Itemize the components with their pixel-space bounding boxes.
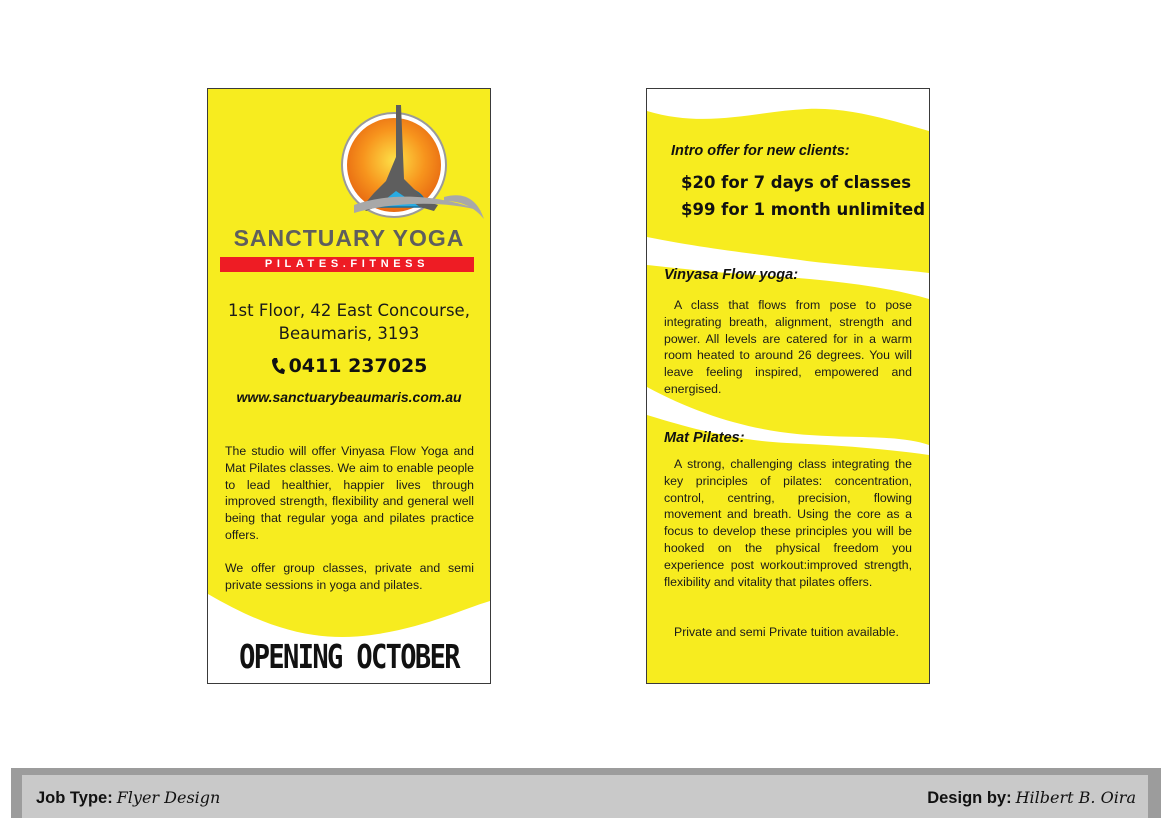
phone-icon bbox=[271, 357, 285, 375]
vinyasa-description: A class that flows from pose to pose integrating breath, alignment, strength and power. All levels are catered for in a warm room heated to around 26 degrees. You will leave feeling inspired, empowered and energised. bbox=[664, 298, 912, 396]
brand-tagline: PILATES.FITNESS bbox=[220, 257, 474, 272]
vinyasa-title: Vinyasa Flow yoga: bbox=[664, 267, 799, 283]
job-type-label: Job Type: bbox=[36, 789, 113, 807]
designer-name: Hilbert B. Oira bbox=[1015, 788, 1136, 807]
brand-name: SANCTUARY YOGA bbox=[233, 225, 465, 251]
job-type-value: Flyer Design bbox=[116, 788, 221, 807]
back-flyer bbox=[646, 88, 930, 684]
phone-number bbox=[214, 355, 484, 377]
phone-text: 0411 237025 bbox=[288, 355, 428, 377]
description-paragraph-2: We offer group classes, private and semi private sessions in yoga and pilates. bbox=[225, 561, 474, 592]
design-by-label: Design by: bbox=[927, 789, 1012, 807]
design-by bbox=[927, 788, 1136, 808]
offer-7-days: $20 for 7 days of classes bbox=[681, 173, 912, 192]
description-paragraph-1: The studio will offer Vinyasa Flow Yoga and Mat Pilates classes. We aim to enable people to lead healthier, happier lives through improved strength, flexibility and general well being that regular yoga and pilates practice offers. bbox=[225, 444, 474, 542]
front-flyer bbox=[207, 88, 491, 684]
website-link[interactable]: www.sanctuarybeaumaris.com.au bbox=[236, 389, 462, 405]
job-type bbox=[36, 788, 220, 808]
intro-offer-title: Intro offer for new clients: bbox=[671, 143, 850, 159]
pilates-title: Mat Pilates: bbox=[664, 430, 745, 446]
private-tuition-note: Private and semi Private tuition available. bbox=[674, 625, 899, 639]
yoga-pose-logo bbox=[326, 97, 486, 227]
opening-banner: OPENING OCTOBER bbox=[239, 637, 459, 676]
offer-1-month: $99 for 1 month unlimited bbox=[681, 200, 926, 219]
address-line-2: Beaumaris, 3193 bbox=[278, 324, 420, 343]
pilates-description: A strong, challenging class integrating the key principles of pilates: concentration, control, centring, precision, flowing movement and breath. Using the core as a focus to develop these principles you will be hooked on the physical freedom you experience post workout:improved strength, flexibility and vitality that pilates offers. bbox=[664, 457, 912, 589]
address-line-1: 1st Floor, 42 East Concourse, bbox=[228, 301, 470, 320]
